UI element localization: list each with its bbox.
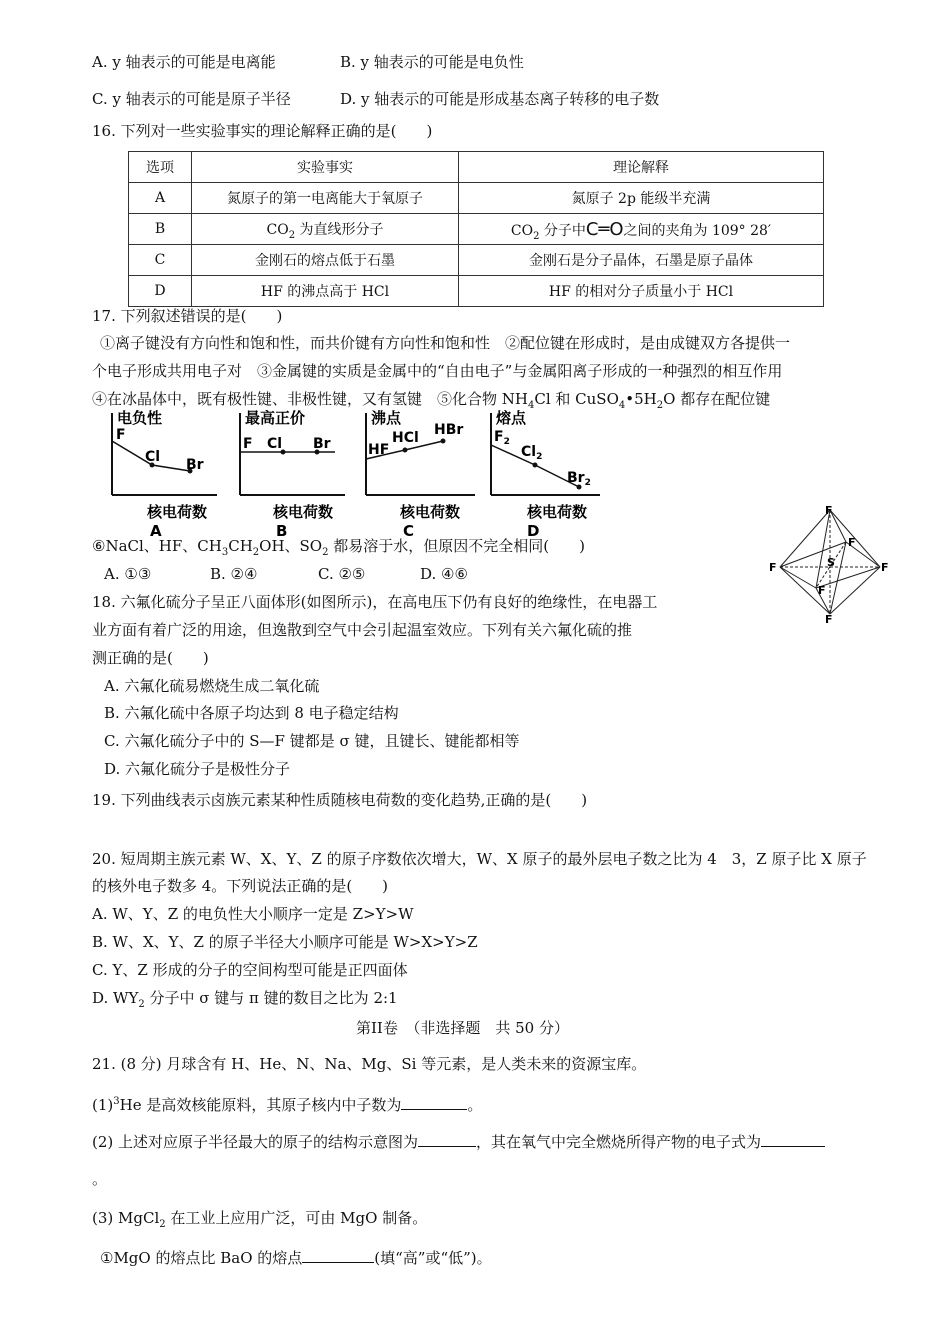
sf6-atom-f-left: F — [769, 561, 777, 574]
q20-option-a: A. W、Y、Z 的电负性大小顺序一定是 Z>Y>W — [92, 905, 414, 923]
graph-d-point-f2: $F_2$ — [494, 429, 510, 447]
graph-d-letter: D — [527, 522, 540, 540]
row-option: C — [129, 245, 192, 276]
table-row — [129, 214, 824, 245]
section-2-title: 第II卷 （非选择题 共 50 分） — [356, 1019, 569, 1037]
q17-line-2: 个电子形成共用电子对 ③金属键的实质是金属中的“自由电子”与金属阳离子形成的一种强烈的相互作用 — [92, 362, 783, 380]
sf6-octahedron-diagram — [768, 502, 893, 624]
graph-a-point-br: Br — [186, 457, 204, 473]
answer-blank[interactable] — [418, 1130, 476, 1147]
sf6-atom-f-top: F — [825, 504, 833, 517]
graph-b-letter: B — [276, 522, 288, 540]
graph-d-ylabel: 熔点 — [496, 409, 527, 427]
q17-option-c: C. ②⑤ — [318, 565, 366, 583]
q20-option-b: B. W、X、Y、Z 的原子半径大小顺序可能是 W>X>Y>Z — [92, 933, 478, 951]
row-option: D — [129, 276, 192, 307]
table-header-row — [129, 152, 824, 183]
row-fact: $CO_2$ 为直线形分子 — [192, 214, 459, 245]
graph-b — [240, 409, 345, 540]
q18-line-3: 测正确的是( ) — [92, 649, 209, 667]
q21-part-1: $(1)^3He$ 是高效核能原料，其原子核内中子数为 。 — [92, 1093, 482, 1115]
row-option: A — [129, 183, 192, 214]
q17-option-d: D. ④⑥ — [420, 565, 468, 583]
q17-line-3: ④在冰晶体中，既有极性键、非极性键，又有氢键 ⑤化合物 $NH_4Cl$ 和 $CuSO_4•5H_2O$ 都存在配位键 — [92, 390, 771, 411]
q17-option-a: A. ①③ — [104, 565, 152, 583]
q20-line-1: 20. 短周期主族元素 W、X、Y、Z 的原子序数依次增大，W、X 原子的最外层电子数之比为 4 3，Z 原子比 X 原子 — [92, 850, 867, 868]
graph-d-point-br2: $Br_2$ — [567, 470, 591, 488]
graph-c — [366, 409, 475, 540]
row-theory: HF 的相对分子质量小于 HCl — [459, 276, 824, 307]
header-theory: 理论解释 — [459, 152, 824, 183]
graph-c-point-hf: HF — [368, 442, 390, 458]
graph-d — [491, 409, 600, 540]
q18-option-d: D. 六氟化硫分子是极性分子 — [104, 760, 291, 778]
q19-stem: 19. 下列曲线表示卤族元素某种性质随核电荷数的变化趋势,正确的是( ) — [92, 791, 588, 809]
q17-stem: 17. 下列叙述错误的是( ) — [92, 307, 283, 325]
sf6-atom-f-bottom: F — [825, 613, 833, 624]
graph-a — [112, 409, 217, 540]
header-option: 选项 — [129, 152, 192, 183]
answer-blank[interactable] — [302, 1246, 374, 1263]
q20-option-d: D. $WY_2$ 分子中 σ 键与 π 键的数目之比为 2:1 — [92, 989, 398, 1010]
sf6-atom-f-back: F — [848, 536, 856, 549]
header-fact: 实验事实 — [192, 152, 459, 183]
q21-part-3-1: ①MgO 的熔点比 BaO 的熔点 (填“高”或“低”)。 — [100, 1246, 492, 1268]
graph-c-point-hbr: HBr — [434, 422, 464, 438]
row-option: B — [129, 214, 192, 245]
q16-stem: 16. 下列对一些实验事实的理论解释正确的是( ) — [92, 122, 433, 140]
graph-c-xlabel: 核电荷数 — [400, 503, 461, 521]
q15-option-d: D. y 轴表示的可能是形成基态离子转移的电子数 — [340, 90, 660, 108]
table-row — [129, 183, 824, 214]
graph-b-point-f: F — [243, 436, 253, 452]
row-fact: HF 的沸点高于 HCl — [192, 276, 459, 307]
q20-option-c: C. Y、Z 形成的分子的空间构型可能是正四面体 — [92, 961, 408, 979]
q18-line-2: 业方面有着广泛的用途，但逸散到空气中会引起温室效应。下列有关六氟化硫的推 — [92, 621, 633, 639]
row-fact: 氮原子的第一电离能大于氧原子 — [192, 183, 459, 214]
table-row — [129, 245, 824, 276]
answer-blank[interactable] — [401, 1093, 467, 1110]
graph-b-point-cl: Cl — [267, 436, 283, 452]
q17-line-6: ⑥NaCl、HF、$CH_3CH_2OH$、$SO_2$ 都易溶于水，但原因不完全相同( ) — [92, 537, 585, 558]
graph-b-ylabel: 最高正价 — [245, 409, 306, 427]
graph-a-point-cl: Cl — [145, 449, 161, 465]
graph-c-ylabel: 沸点 — [371, 409, 402, 427]
graph-d-xlabel: 核电荷数 — [527, 503, 588, 521]
q18-option-c: C. 六氟化硫分子中的 S—F 键都是 σ 键，且键长、键能都相等 — [104, 732, 520, 750]
sf6-atom-f-right: F — [881, 561, 889, 574]
q18-line-1: 18. 六氟化硫分子呈正八面体形(如图所示)，在高电压下仍有良好的绝缘性，在电器工 — [92, 593, 658, 611]
row-theory: 氮原子 2p 能级半充满 — [459, 183, 824, 214]
q21-part-2-end: 。 — [92, 1170, 108, 1188]
sf6-atom-f-front: F — [818, 584, 826, 597]
answer-blank[interactable] — [761, 1130, 825, 1147]
graph-c-point-hcl: HCl — [392, 430, 419, 446]
graph-d-point-cl2: $Cl_2$ — [521, 444, 543, 462]
graph-b-xlabel: 核电荷数 — [273, 503, 334, 521]
graph-c-letter: C — [403, 522, 415, 540]
q15-option-b: B. y 轴表示的可能是电负性 — [340, 53, 524, 71]
q21-part-2: (2) 上述对应原子半径最大的原子的结构示意图为 ，其在氧气中完全燃烧所得产物的电子式为 — [92, 1130, 825, 1152]
table-row — [129, 276, 824, 307]
q18-option-b: B. 六氟化硫中各原子均达到 8 电子稳定结构 — [104, 704, 399, 722]
graph-a-ylabel: 电负性 — [117, 409, 163, 427]
q17-option-b: B. ②④ — [210, 565, 258, 583]
graph-a-xlabel: 核电荷数 — [147, 503, 208, 521]
row-theory: $CO_2$ 分子中C═O之间的夹角为 109° 28′ — [459, 214, 824, 245]
graph-a-point-f: F — [116, 427, 126, 443]
q17-line-1: ①离子键没有方向性和饱和性，而共价键有方向性和饱和性 ②配位键在形成时，是由成键双方各提供一 — [100, 334, 791, 352]
q20-line-2: 的核外电子数多 4。下列说法正确的是( ) — [92, 877, 389, 895]
sf6-atom-s: S — [827, 556, 835, 569]
q16-table — [128, 151, 824, 307]
q21-part-3: (3) MgCl$_2$ 在工业上应用广泛，可由 MgO 制备。 — [92, 1209, 428, 1230]
q15-option-a: A. y 轴表示的可能是电离能 — [92, 53, 276, 71]
graph-a-letter: A — [150, 522, 162, 540]
co-double-bond: C═O — [585, 218, 624, 240]
q18-option-a: A. 六氟化硫易燃烧生成二氧化硫 — [104, 677, 320, 695]
q15-option-c: C. y 轴表示的可能是原子半径 — [92, 90, 291, 108]
q21-stem: 21. (8 分) 月球含有 H、He、N、Na、Mg、Si 等元素，是人类未来的资源宝库。 — [92, 1055, 647, 1073]
graph-b-point-br: Br — [313, 436, 331, 452]
row-fact: 金刚石的熔点低于石墨 — [192, 245, 459, 276]
row-theory: 金刚石是分子晶体，石墨是原子晶体 — [459, 245, 824, 276]
q19-graphs — [95, 405, 615, 540]
